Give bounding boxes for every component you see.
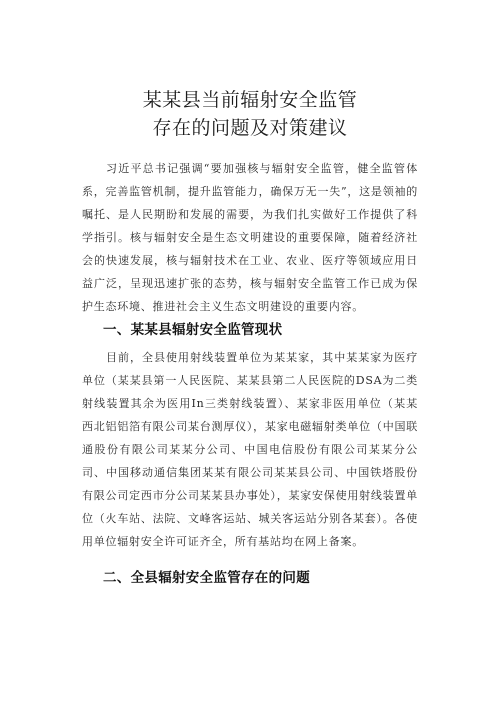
title-line-2: 存在的问题及对策建议: [152, 117, 348, 139]
status-paragraph: 目前，全县使用射线装置单位为某某家，其中某某家为医疗单位（某某县第一人民医院、某某县第二人民医院的DSA为二类射线装置其余为医用In三类射线装置）、某家非医用单位（某某西北铝铝箔有限公司某台测厚仪），某家电磁辐射类单位（中国联通股份有限公司某某分公司、中国电信股份有限公司某某分公司、中国移动通信集团某某有限公司某某县公司、中国铁塔股份有限公司定西市分公司某某县办事处），某家安保使用射线装置单位（火车站、法院、文峰客运站、城关客运站分别各某套）。各使用单位辐射安全许可证齐全，所有基站均在网上备案。: [82, 351, 418, 548]
title-line-1: 某某县当前辐射安全监管: [142, 89, 358, 111]
section-heading-1: 一、某某县辐射安全监管现状: [103, 322, 283, 338]
section-heading-2: 二、全县辐射安全监管存在的问题: [103, 570, 310, 586]
document-title: [0, 86, 500, 142]
intro-paragraph: 习近平总书记强调“要加强核与辐射安全监管，健全监管体系，完善监管机制，提升监管能力，确保万无一失”，这是领袖的嘱托、是人民期盼和发展的需要，为我们扎实做好工作提供了科学指引。核与辐射安全是生态文明建设的重要保障，随着经济社会的快速发展，核与辐射技术在工业、农业、医疗等领域应用日益广泛，呈现迅速扩张的态势，核与辐射安全监管工作已成为保护生态环境、推进社会主义生态文明建设的重要内容。: [82, 162, 418, 313]
